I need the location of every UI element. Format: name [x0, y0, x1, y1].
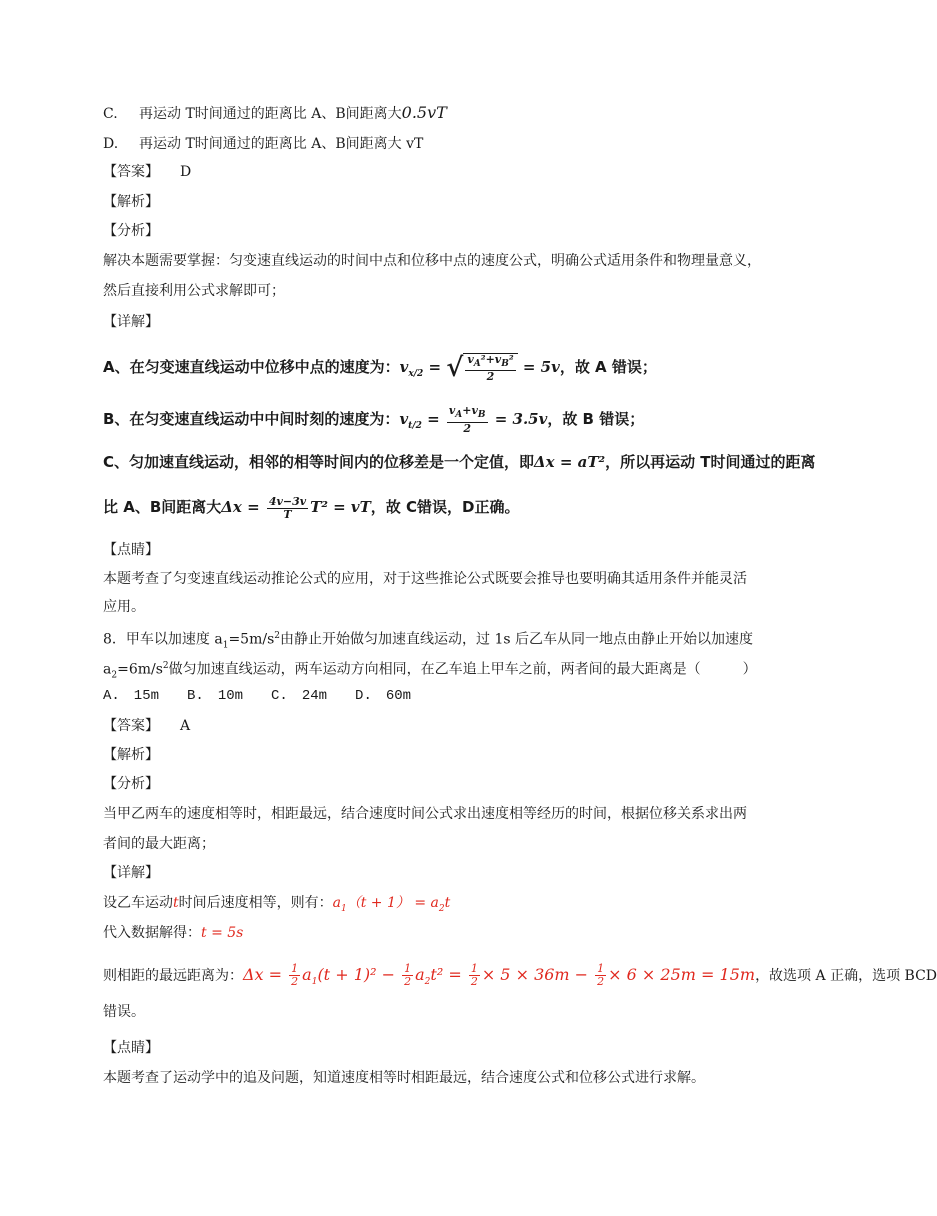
detail-text: 设乙车运动	[103, 895, 173, 911]
q7-answer	[103, 162, 191, 182]
stem-text: 由静止开始做匀加速直线运动，过 1s 后乙车从同一地点由静止开始以加速度	[280, 631, 754, 648]
detail-eq3-formula: Δx = $\frac{1}{2}$ $a_1(t + 1)^2$ − $\frac{1}{2}$ $a_2t^2$ = $\frac{1}{2}$ × 5 × 36m − $\frac{1}{2}$ × 6 × 25m = 15m	[243, 962, 756, 988]
stem-text: 做匀加速直线运动，两车运动方向相同，在乙车追上甲车之前，两者间的最大距离是（ ）	[168, 661, 757, 678]
q8-stem-line1: 8．甲车以加速度 $a_1=5m/s^2$由静止开始做匀加速直线运动，过 1s 后乙车从同一地点由静止开始以加速度	[103, 631, 754, 651]
q7-dianjing-label: 【点睛】	[103, 542, 159, 558]
q8-detail-line1	[103, 893, 450, 919]
option-c	[103, 103, 447, 124]
q8-stem-line2: $a_2=6m/s^2$做匀加速直线运动，两车运动方向相同，在乙车追上甲车之前，两者间的最大距离是（ ）	[103, 661, 757, 681]
q8-fenxi-line2: 者间的最大距离；	[103, 836, 215, 852]
option-formula: 0.5vT	[401, 103, 447, 122]
option-letter: C.	[103, 106, 118, 122]
detail-c2-post: ，故 C错误，D正确。	[370, 498, 520, 516]
q7-detail-c-line1	[103, 452, 816, 472]
detail-var-t: t	[173, 895, 179, 911]
q8-option-b: B. 10m	[187, 688, 244, 704]
detail-text: ，故选项 A 正确，选项 BCD	[755, 968, 937, 984]
option-text: 再运动 T时间通过的距离比 A、B间距离大 vT	[139, 136, 424, 152]
detail-c2-text: 比 A、B间距离大	[103, 498, 222, 516]
detail-text: 时间后速度相等，则有：	[178, 895, 333, 911]
detail-c-formula: Δx = aT²	[534, 453, 606, 471]
answer-label: 【答案】	[103, 164, 152, 180]
q8-options	[103, 686, 411, 706]
q7-dianjing-line1: 本题考查了匀变速直线运动推论公式的应用，对于这些推论公式既要会推导也要明确其适用条件并能灵活	[103, 571, 747, 587]
q8-answer	[103, 716, 190, 736]
detail-b-post: ，故 B 错误；	[547, 410, 645, 428]
detail-c2-formula: Δx = $\frac{4v-3v}{T}$ T² = vT	[221, 494, 371, 521]
q7-dianjing-line2: 应用。	[103, 599, 145, 615]
stem-text: =5m/s	[228, 631, 275, 648]
q7-detail-label: 【详解】	[103, 314, 159, 330]
stem-text: 8．甲车以加速度 a	[103, 631, 223, 648]
detail-text: 则相距的最远距离为：	[103, 968, 243, 984]
detail-a-formula: $v_{x/2}$ = √ $\frac{v_A^2+v_B^2}{2}$ = 5v	[399, 352, 560, 384]
q8-option-a: A. 15m	[103, 688, 160, 704]
q7-fenxi-line2: 然后直接利用公式求解即可；	[103, 283, 285, 299]
detail-b-text: B、在匀变速直线运动中中间时刻的速度为：	[103, 410, 400, 428]
q8-detail-label: 【详解】	[103, 865, 159, 881]
detail-text: 代入数据解得：	[103, 925, 201, 941]
detail-c-text-b: ，所以再运动 T时间通过的距离	[605, 453, 816, 471]
answer-label: 【答案】	[103, 718, 152, 734]
q7-analysis-label: 【解析】	[103, 194, 159, 210]
q7-detail-a	[103, 352, 657, 389]
q7-detail-b	[103, 404, 644, 441]
q8-option-c: C. 24m	[271, 688, 328, 704]
answer-value: D	[180, 164, 192, 180]
q8-option-d: D. 60m	[355, 688, 412, 704]
option-text: 再运动 T时间通过的距离比 A、B间距离大	[139, 106, 402, 122]
detail-eq1-formula: $a_1(t + 1) = a_2t$	[332, 895, 451, 914]
q8-detail-line3	[103, 958, 937, 999]
q8-fenxi-label: 【分析】	[103, 776, 159, 792]
q8-detail-line2	[103, 923, 243, 943]
q7-fenxi-line1: 解决本题需要掌握：匀变速直线运动的时间中点和位移中点的速度公式，明确公式适用条件和物理量意义，	[103, 253, 761, 269]
q8-analysis-label: 【解析】	[103, 747, 159, 763]
detail-a-text: A、在匀变速直线运动中位移中点的速度为：	[103, 358, 400, 376]
q7-fenxi-label: 【分析】	[103, 223, 159, 239]
stem-text: a	[103, 661, 112, 678]
option-letter: D.	[103, 136, 119, 152]
q7-detail-c-line2	[103, 494, 519, 521]
detail-eq2-formula: t = 5s	[201, 925, 244, 941]
option-d	[103, 134, 423, 154]
q8-detail-line4: 错误。	[103, 1004, 145, 1020]
q8-dianjing-label: 【点睛】	[103, 1040, 159, 1056]
stem-text: =6m/s	[117, 661, 163, 678]
detail-b-formula: $v_{t/2}$ = $\frac{v_A+v_B}{2}$ = 3.5v	[399, 404, 548, 435]
q8-fenxi-line1: 当甲乙两车的速度相等时，相距最远，结合速度时间公式求出速度相等经历的时间，根据位移关系求出两	[103, 806, 747, 822]
answer-value: A	[180, 718, 191, 734]
detail-c-text: C、匀加速直线运动，相邻的相等时间内的位移差是一个定值，即	[103, 453, 535, 471]
q8-dianjing-line1: 本题考查了运动学中的追及问题，知道速度相等时相距最远，结合速度公式和位移公式进行求解。	[103, 1070, 705, 1086]
detail-a-post: ，故 A 错误；	[559, 358, 657, 376]
